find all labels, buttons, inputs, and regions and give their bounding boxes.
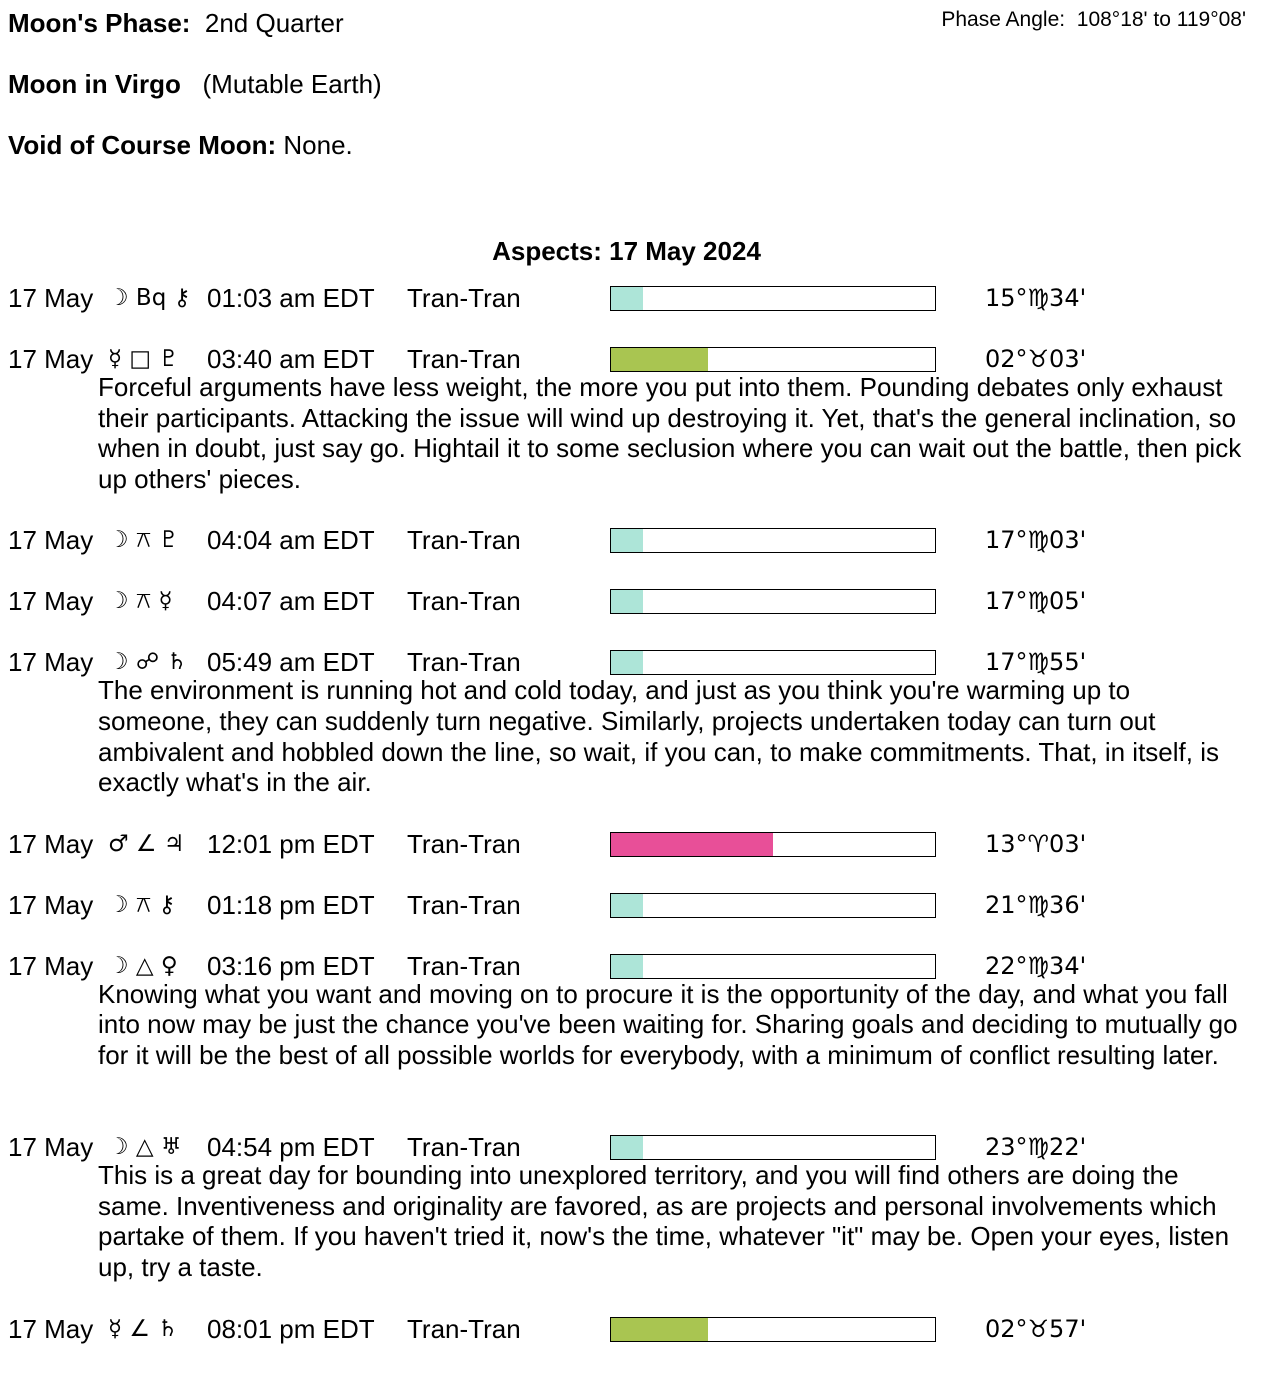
aspect-glyphs: ☽ ⚻ ⚷ [108, 891, 176, 918]
strength-bar-fill [611, 590, 643, 613]
strength-bar [610, 650, 936, 675]
aspect-glyphs: ☿ □ ♇ [108, 346, 180, 372]
aspect-glyphs: ☽ ☍ ♄ [108, 649, 188, 676]
aspect-position: 17°♍05' [985, 587, 1087, 616]
aspect-description: The environment is running hot and cold today, and just as you think you're warming up to someone, they can suddenly turn negative. Similarly, projects undertaken today can turn out ambivalent and hobbled down the line, so wait, if you can, to make commitments. That, in itself, is exactly what's in the air. [98, 675, 1219, 798]
aspect-kind: Tran-Tran [407, 344, 521, 374]
aspect-time: 08:01 pm EDT [207, 1313, 375, 1344]
strength-bar-fill [611, 1136, 643, 1159]
aspect-date: 17 May [8, 525, 94, 556]
aspect-date: 17 May [8, 344, 94, 374]
aspect-glyphs: ☽ ⚻ ♇ [108, 527, 180, 554]
strength-bar-fill [611, 529, 643, 552]
void-of-course-line [8, 130, 353, 160]
aspect-position: 13°♈03' [985, 829, 1087, 858]
aspect-time: 04:07 am EDT [207, 586, 375, 617]
aspect-glyphs: ♂ ∠ ♃ [108, 830, 185, 857]
aspect-row [0, 524, 1280, 556]
aspect-glyphs: ☽ Bq ⚷ [108, 285, 191, 311]
aspects-title: Aspects: 17 May 2024 [492, 236, 761, 266]
void-of-course-label: Void of Course Moon: [8, 130, 277, 160]
aspect-date: 17 May [8, 647, 94, 678]
aspect-time: 01:03 am EDT [207, 283, 375, 313]
aspect-glyphs: ☽ ⚻ ☿ [108, 588, 173, 615]
moon-phase-value: 2nd Quarter [204, 8, 344, 38]
aspect-kind: Tran-Tran [407, 283, 521, 313]
aspect-date: 17 May [8, 950, 94, 981]
moon-sign-label: Moon in Virgo [8, 69, 181, 99]
strength-bar-fill [611, 894, 643, 917]
aspect-position: 15°♍34' [985, 284, 1087, 312]
strength-bar [610, 832, 936, 857]
moon-phase-line [8, 8, 344, 38]
aspect-position: 02°♉03' [985, 345, 1087, 373]
aspect-date: 17 May [8, 828, 94, 859]
aspect-row [0, 889, 1280, 921]
strength-bar [610, 1135, 936, 1160]
aspect-date: 17 May [8, 1132, 94, 1163]
aspect-date: 17 May [8, 283, 94, 313]
strength-bar-fill [611, 1318, 708, 1341]
aspect-description: Knowing what you want and moving on to procure it is the opportunity of the day, and what you fall into now may be just the chance you've been waiting for. Sharing goals and deciding to mutually go for it will be the best of all possible worlds for everybody, with a minimum of conflict resulting later. [98, 978, 1238, 1070]
aspect-time: 04:54 pm EDT [207, 1132, 375, 1163]
strength-bar [610, 589, 936, 614]
aspect-date: 17 May [8, 889, 94, 920]
moon-sign-element: (Mutable Earth) [202, 69, 382, 99]
aspect-time: 12:01 pm EDT [207, 828, 375, 859]
aspect-position: 22°♍34' [985, 951, 1087, 980]
strength-bar-fill [611, 348, 708, 371]
aspect-kind: Tran-Tran [407, 647, 521, 678]
aspect-position: 17°♍03' [985, 526, 1087, 555]
strength-bar [610, 347, 936, 372]
aspect-glyphs: ☽ △ ♀ [108, 952, 178, 979]
aspect-kind: Tran-Tran [407, 828, 521, 859]
aspect-time: 04:04 am EDT [207, 525, 375, 556]
aspect-row [0, 646, 1280, 678]
aspect-position: 21°♍36' [985, 890, 1087, 919]
strength-bar [610, 954, 936, 979]
aspect-glyphs: ☽ △ ♅ [108, 1134, 182, 1161]
aspect-time: 05:49 am EDT [207, 647, 375, 678]
strength-bar-fill [611, 955, 643, 978]
aspect-kind: Tran-Tran [407, 525, 521, 556]
aspect-kind: Tran-Tran [407, 950, 521, 981]
aspect-time: 03:16 pm EDT [207, 950, 375, 981]
aspect-row [0, 585, 1280, 617]
aspect-kind: Tran-Tran [407, 1313, 521, 1344]
phase-angle [941, 6, 1246, 34]
aspect-row [0, 1313, 1280, 1345]
strength-bar [610, 286, 936, 311]
aspect-description: This is a great day for bounding into unexplored territory, and you will find others are doing the same. Inventiveness and originality are favored, as are projects and personal involvements which partake of them. If you haven't tried it, now's the time, whatever "it" may be. Open your eyes, listen up, try a taste. [98, 1160, 1230, 1282]
aspect-row [0, 1131, 1280, 1163]
aspect-kind: Tran-Tran [407, 1132, 521, 1163]
strength-bar-fill [611, 833, 773, 856]
aspect-time: 03:40 am EDT [207, 344, 375, 374]
aspect-row [0, 828, 1280, 860]
aspect-description: Forceful arguments have less weight, the more you put into them. Pounding debates only exhaust their participants. Attacking the issue will wind up destroying it. Yet, that's the general inclination, so when in doubt, just say go. Hightail it to some seclusion where you can wait out the battle, then pick up others' pieces. [98, 372, 1242, 494]
moon-phase-label: Moon's Phase: [8, 8, 191, 38]
aspect-row [0, 282, 1280, 314]
strength-bar [610, 893, 936, 918]
aspect-date: 17 May [8, 586, 94, 617]
aspect-time: 01:18 pm EDT [207, 889, 375, 920]
aspect-kind: Tran-Tran [407, 586, 521, 617]
phase-angle-value: 108°18' to 119°08' [1076, 8, 1246, 31]
aspect-position: 02°♉57' [985, 1314, 1087, 1343]
aspect-row [0, 343, 1280, 375]
aspect-row [0, 950, 1280, 982]
aspect-glyphs: ☿ ∠ ♄ [108, 1315, 178, 1342]
void-of-course-value: None. [283, 130, 353, 160]
aspect-date: 17 May [8, 1313, 94, 1344]
aspect-position: 17°♍55' [985, 648, 1087, 677]
strength-bar [610, 1317, 936, 1342]
moon-sign-line [8, 69, 382, 99]
strength-bar [610, 528, 936, 553]
aspect-position: 23°♍22' [985, 1133, 1087, 1162]
aspect-kind: Tran-Tran [407, 889, 521, 920]
strength-bar-fill [611, 651, 643, 674]
phase-angle-label: Phase Angle: [941, 8, 1066, 31]
strength-bar-fill [611, 287, 643, 310]
